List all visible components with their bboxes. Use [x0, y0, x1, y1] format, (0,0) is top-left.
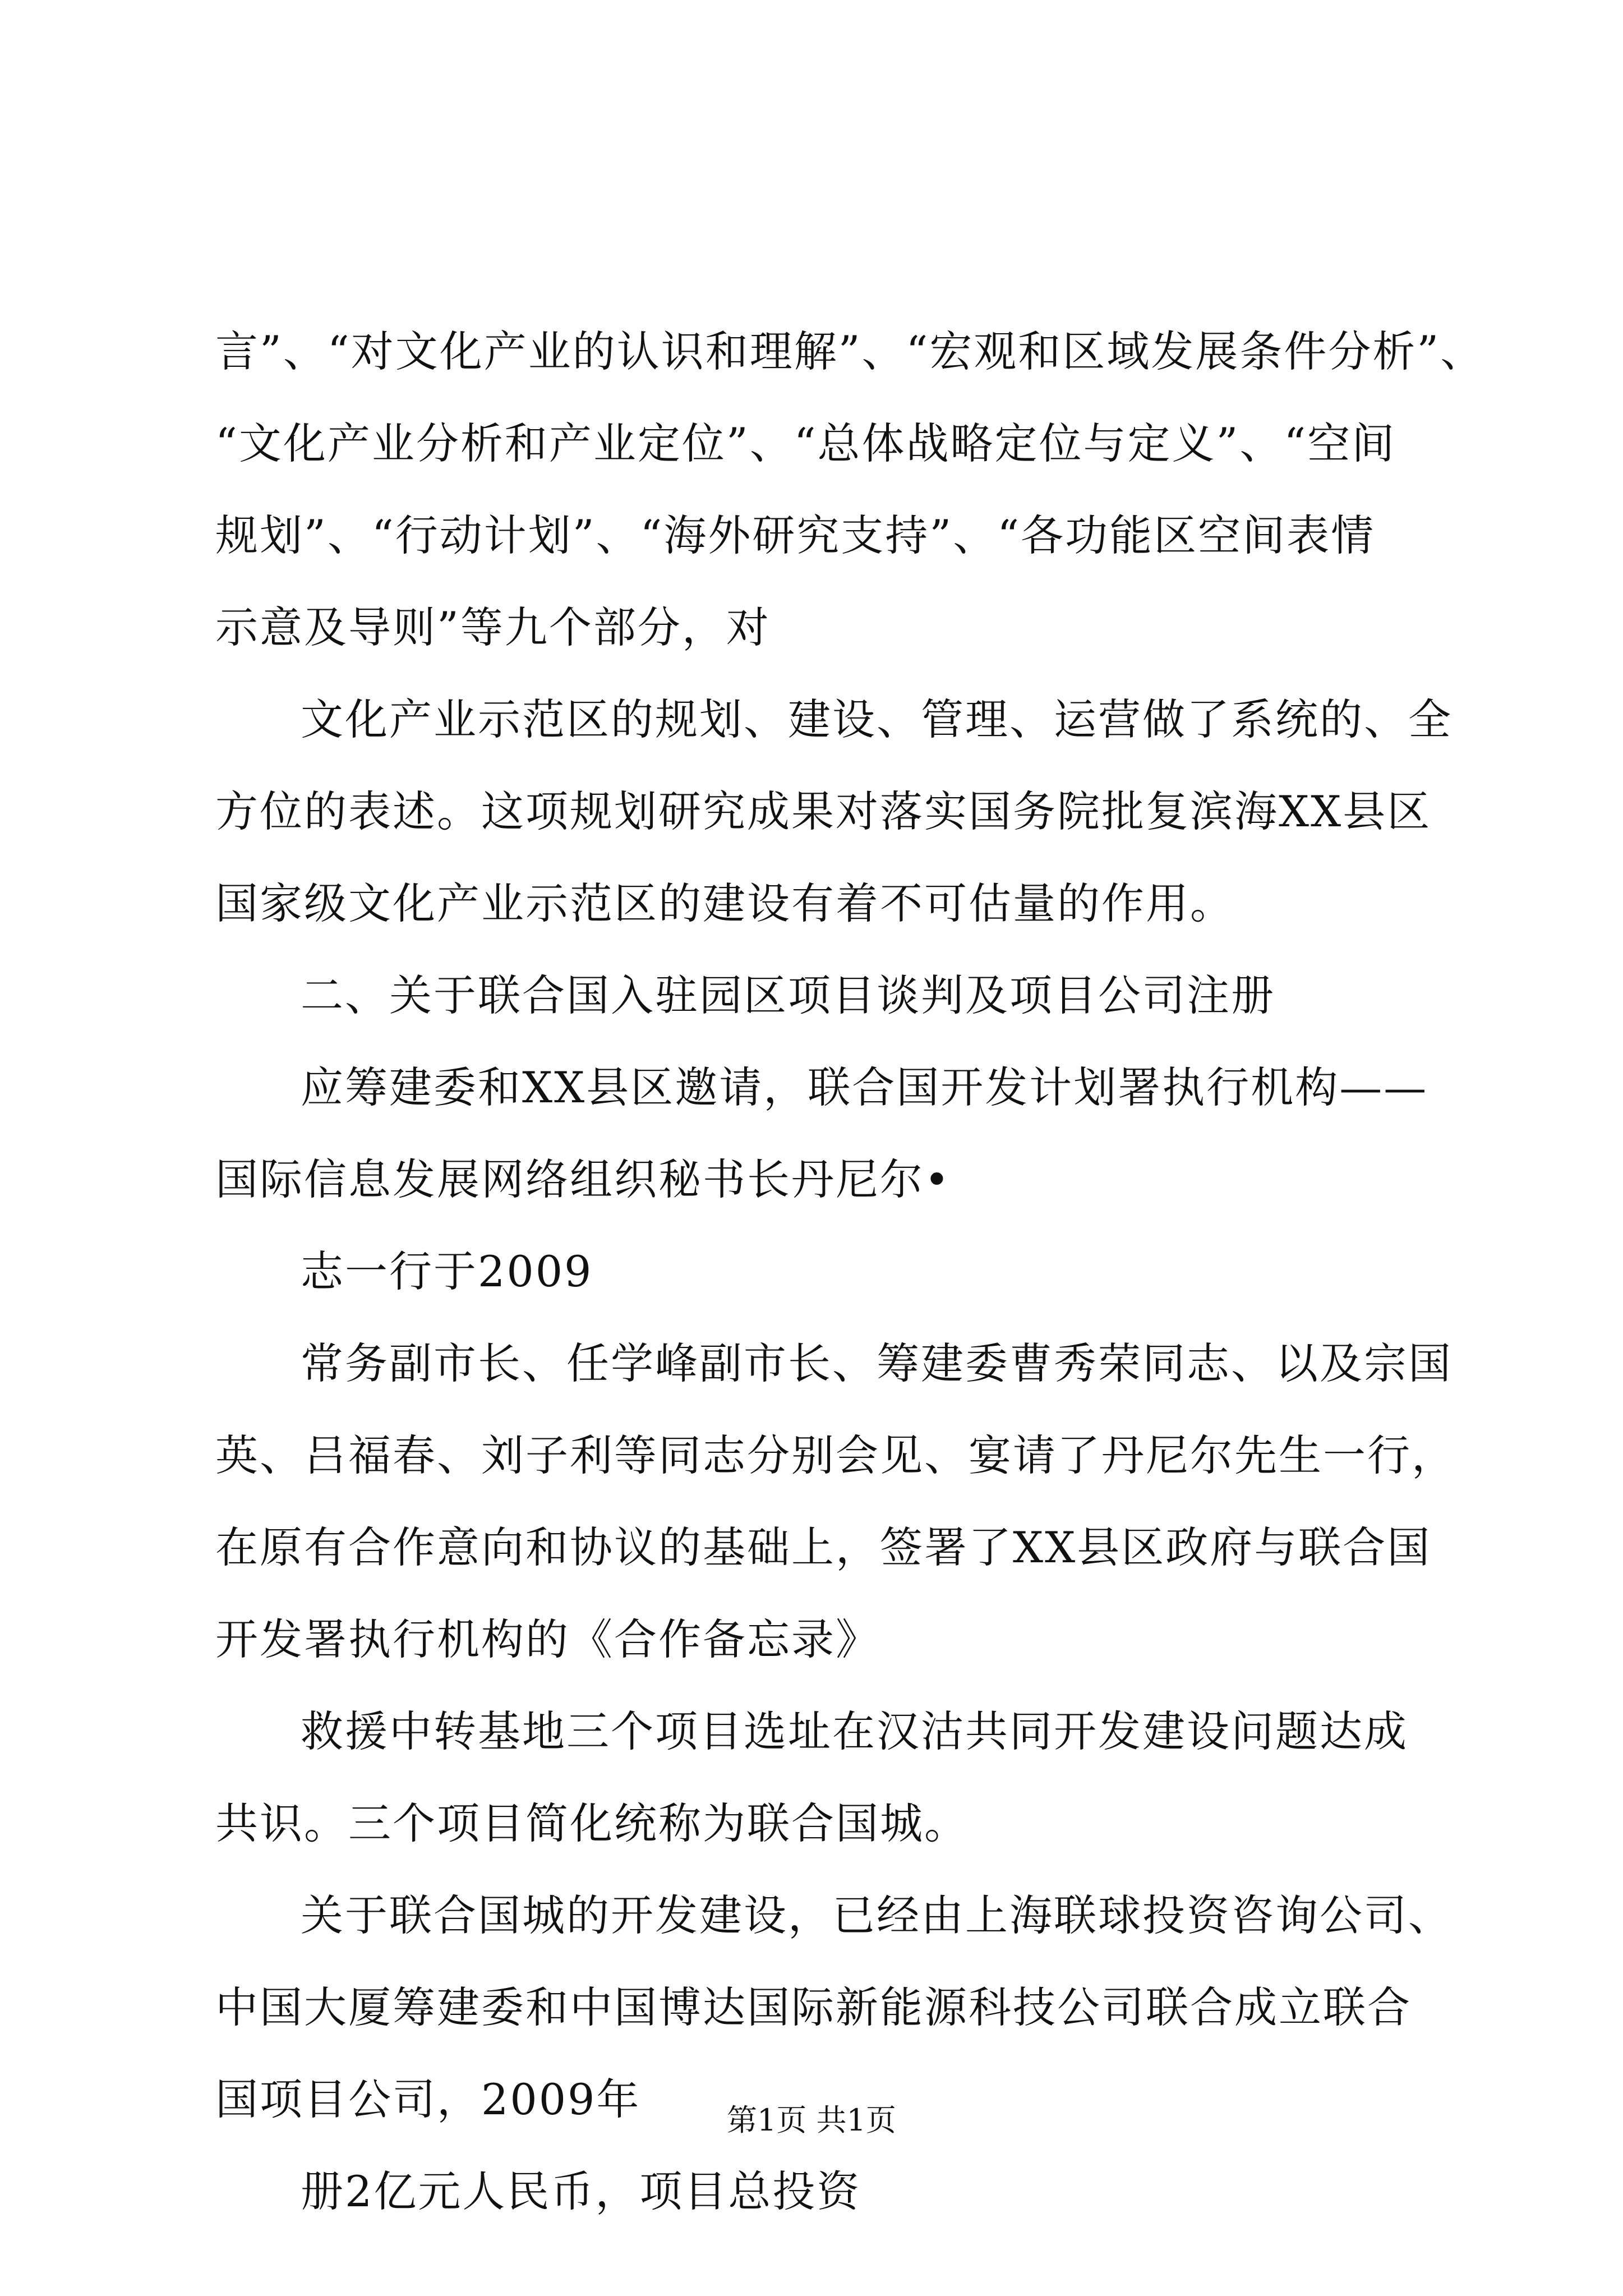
- text-line: “文化产业分析和产业定位”、“总体战略定位与定义”、“空间: [215, 418, 1396, 468]
- page-number-footer: 第1页 共1页: [727, 2102, 896, 2138]
- paragraph-first-line: 文化产业示范区的规划、建设、管理、运营做了系统的、全: [301, 694, 1453, 744]
- paragraph-first-line: 救援中转基地三个项目选址在汉沽共同开发建设问题达成: [301, 1706, 1408, 1756]
- text-line: 国际信息发展网络组织秘书长丹尼尔•: [215, 1154, 951, 1204]
- paragraph-first-line: 常务副市长、任学峰副市长、筹建委曹秀荣同志、以及宗国: [301, 1338, 1453, 1388]
- text-line: 国项目公司，2009年: [215, 2074, 641, 2124]
- text-line: 方位的表述。这项规划研究成果对落实国务院批复滨海XX县区: [215, 786, 1432, 836]
- text-line: 国家级文化产业示范区的建设有着不可估量的作用。: [215, 878, 1234, 928]
- paragraph-first-line: 志一行于2009: [301, 1246, 593, 1296]
- text-line: 共识。三个项目简化统称为联合国城。: [215, 1798, 969, 1848]
- paragraph-first-line: 应筹建委和XX县区邀请，联合国开发计划署执行机构——: [301, 1062, 1428, 1112]
- text-line: 在原有合作意向和协议的基础上，签署了XX县区政府与联合国: [215, 1522, 1432, 1572]
- text-line: 中国大厦筹建委和中国博达国际新能源科技公司联合成立联合: [215, 1982, 1412, 2032]
- text-line: 示意及导则”等九个部分，对: [215, 602, 771, 652]
- text-line: 英、吕福春、刘子利等同志分别会见、宴请了丹尼尔先生一行，: [215, 1430, 1456, 1480]
- document-body: [215, 306, 1485, 2238]
- text-line: 开发署执行机构的《合作备忘录》: [215, 1614, 880, 1664]
- text-line: 规划”、“行动计划”、“海外研究支持”、“各功能区空间表情: [215, 510, 1376, 560]
- text-line: 言”、“对文化产业的认识和理解”、“宏观和区域发展条件分析”、: [215, 326, 1485, 376]
- section-heading: 二、关于联合国入驻园区项目谈判及项目公司注册: [301, 970, 1275, 1020]
- paragraph-first-line: 册2亿元人民币，项目总投资: [301, 2166, 861, 2216]
- paragraph-first-line: 关于联合国城的开发建设，已经由上海联球投资咨询公司、: [301, 1890, 1453, 1940]
